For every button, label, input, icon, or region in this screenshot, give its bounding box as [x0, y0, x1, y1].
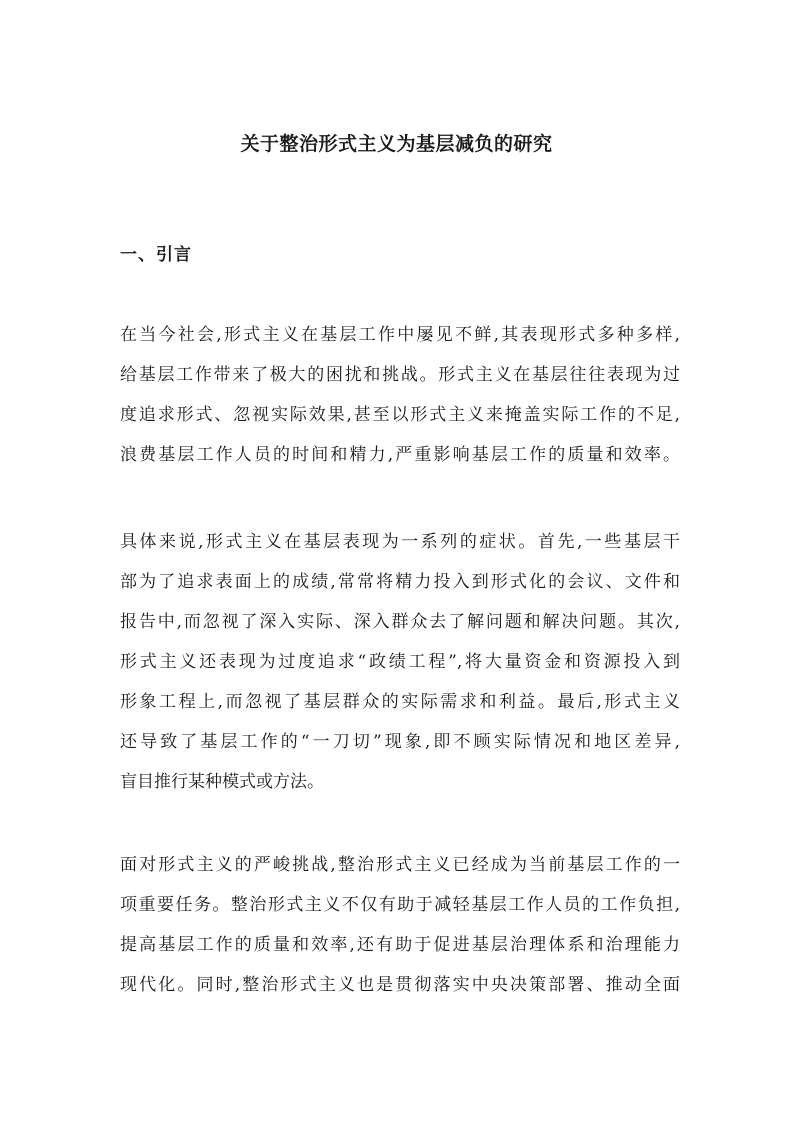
paragraph-1	[120, 315, 680, 475]
paragraph-line: 还导致了基层工作的“一刀切”现象,即不顾实际情况和地区差异,	[120, 732, 680, 752]
paragraph-2	[120, 522, 680, 802]
paragraph-line: 盲目推行某种模式或方法。	[120, 772, 324, 792]
paragraph-line: 面对形式主义的严峻挑战,整治形式主义已经成为当前基层工作的一	[120, 855, 680, 875]
paragraph-3	[120, 845, 680, 1005]
paragraph-line: 项重要任务。整治形式主义不仅有助于减轻基层工作人员的工作负担,	[120, 895, 680, 915]
paragraph-line: 具体来说,形式主义在基层表现为一系列的症状。首先,一些基层干	[120, 532, 680, 552]
paragraph-line: 浪费基层工作人员的时间和精力,严重影响基层工作的质量和效率。	[120, 445, 680, 465]
paragraph-line: 现代化。同时,整治形式主义也是贯彻落实中央决策部署、推动全面	[120, 975, 680, 995]
paragraph-line: 在当今社会,形式主义在基层工作中屡见不鲜,其表现形式多种多样,	[120, 325, 680, 345]
paragraph-line: 给基层工作带来了极大的困扰和挑战。形式主义在基层往往表现为过	[120, 365, 680, 385]
paragraph-line: 部为了追求表面上的成绩,常常将精力投入到形式化的会议、文件和	[120, 572, 680, 592]
paragraph-line: 度追求形式、忽视实际效果,甚至以形式主义来掩盖实际工作的不足,	[120, 405, 680, 425]
document-title: 关于整治形式主义为基层减负的研究	[240, 133, 553, 155]
paragraph-line: 提高基层工作的质量和效率,还有助于促进基层治理体系和治理能力	[120, 935, 680, 955]
paragraph-line: 形式主义还表现为过度追求“政绩工程”,将大量资金和资源投入到	[120, 652, 680, 672]
paragraph-line: 报告中,而忽视了深入实际、深入群众去了解问题和解决问题。其次,	[120, 612, 680, 632]
paragraph-line: 形象工程上,而忽视了基层群众的实际需求和利益。最后,形式主义	[120, 692, 680, 712]
section-heading-introduction: 一、引言	[120, 245, 192, 265]
